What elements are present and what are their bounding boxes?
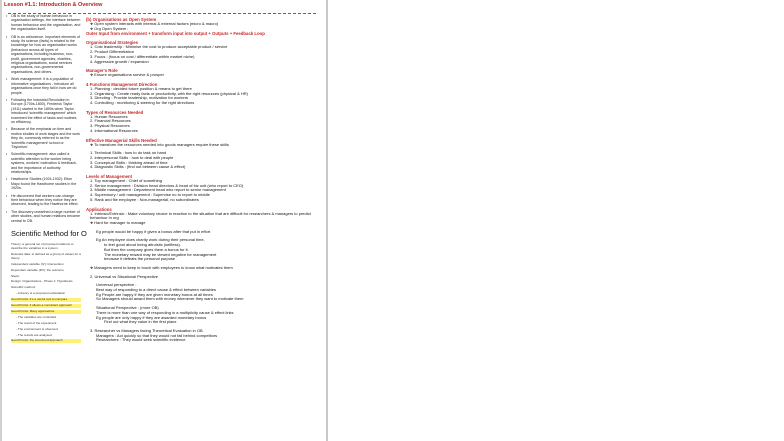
list-item: 1. Planning : decided future position & means to get there [90,85,192,91]
left-bullet: • Hawthorne Studies (1924-1932): Elton Mayo found the Hawthorne studies in the 1920s. [11,177,81,190]
left-bullet: • Because of the emphasis on time and motion studies of work stages and the work they do, commonly referred to as the 'scientific management' school or 'Taylorism'. [11,127,81,149]
page-divider [326,0,328,441]
scientific-method-heading: Scientific Method for O [11,229,87,239]
list-item: 1. Cost leadership : Minimise the cost to produce acceptable product / service [90,44,228,50]
highlighted-line: Good Points: it allows a consistent approach [11,304,81,308]
perspective-line: Situational Perspective : (more OB) [96,305,159,311]
section-bullet: ❖ Org Open System : [90,27,326,32]
example-line: But then the company gives them a bonus for it. [104,246,189,252]
small-line: Design: Organizations - Phase 1: Hypothesis [11,279,73,284]
example-line: The monetary reward may be viewed negative for management [104,251,217,257]
small-line: Independent variable (IV): Intervention [11,261,64,266]
list-item: 2. Interpersonal Skills : how to deal with people [90,154,174,160]
list-item: 3. Physical Resources [90,123,130,129]
section-heading: Manager's Role [86,68,118,74]
section-bullet: ❖ Open system interacts with internal & external factors (micro & macro) [90,22,326,27]
small-line: Steps: [11,273,20,278]
perspective-line: Universal perspective : [96,282,137,288]
list-item: 1. Human Resources [90,113,128,119]
list-item: 2. Financial Resources [90,118,131,124]
section-heading: Levels of Management [86,174,133,180]
small-line: Theory: a general set of proposed relations to describe the variables in a system. [11,242,74,250]
small-line: - The variables are controlled [16,314,57,319]
open-system-flow: Outer Input from environment + transform input into output + Outputs + Feedback Loop [86,31,265,37]
perspective-line: Eg people are only happy if they are awarded monetary bonus [96,314,207,320]
research-line: Researchers : They would seek scientific evidence [96,337,186,343]
example-line: because it defeats the personal purpose [104,256,176,262]
section-bullet: ❖ Hard for manager to manage [90,221,326,226]
section-bullet: ❖ To transform the resources needed into goods managers require these skills [90,143,326,148]
sub-heading: 3. Researcher vs Managers facing Theoretical Evaluation in OB [90,327,203,333]
section-heading: Effective Managerial Skills Needed [86,137,157,143]
small-line: - The results are analysed [16,332,52,337]
research-line: Managers : Act quickly so that they would not fall behind competitors [96,332,218,338]
small-line: - The result of the experiment [16,320,57,325]
small-line: Dependent variable (DV): the outcome [11,267,64,272]
section-heading: Applications [86,206,112,212]
list-item: 3. Directing : Provide leadership, motivation for workers [90,95,189,101]
example-line: Eg people would be happy if given a bonus after that put in effort [96,228,211,234]
list-item: 3. Middle management : Department head who report to senior management [90,187,226,193]
left-bullet: • Following the industrial Revolution in Europe (1700s-1800), Frederick Taylor (1911) started in the 1890s when Taylor introduced 'scientific management' which examined the effect of tasks and routines on efficiency. [11,98,81,124]
list-item: 5. Rank and file employee : Non-managerial, no subordinates [90,196,199,202]
sub-heading: 2. Universal vs Situational Perspective [90,273,159,279]
left-bullet: • OB is the study of human behaviour in organisation settings, the interface between human behaviour and the organisation, and the organisation itself. [11,14,81,32]
perspective-line: So Managers should award them with money whenever they want to motivate them [96,296,244,302]
perspective-line: Eg People are happy if they are given monetary bonus at all times [96,291,213,297]
perspective-line: Find out what they value in the first place [104,319,177,325]
list-item: 3. Focus : (focus on cost / differentiate within market niche) [90,53,195,59]
small-line: - A theory is a proposed explanation [16,291,66,296]
left-bullet: • The discovery unearthed a large number of other studies, and human relations became central to OB. [11,210,81,223]
section-heading: 4 Functions Management Direction [86,81,158,87]
example-line: Eg An employee does charity work during their personal time, [96,237,205,243]
list-item: 1. Technical Skills : how to do task on hand [90,150,167,156]
list-item: 3. Conceptual Skills : thinking ahead of time [90,159,168,165]
list-item: 2. Senior management : Division head directors & head of biz unit (who report to CEO) [90,182,244,188]
example-line: to feel good about being altruistic (selfless). [104,242,181,248]
list-item: 4. Supervisory / unit management : Supervise no to report to middle [90,192,210,198]
perspective-line: There is more than one way of responding in a multiplicity cause & effect links [96,309,234,315]
list-item: 4. Aggressive growth / expansion [90,58,149,64]
list-item: 4. Informational Resources [90,127,138,133]
section-heading: Organisational Strategies [86,40,139,46]
section-bullet: ❖ Managers need to keep in touch with employees to know what motivates them [90,266,326,271]
section-bullet: ❖ Ensure organisations survive & prosper [90,73,326,78]
left-bullet: • Scientific management: also called a scientific attention to the worker being systems, workers' motivation & feedback, and the importance of authority relationships. [11,152,81,174]
left-gutter [0,0,2,441]
highlighted-line: Good Points: the structured approach [11,339,81,343]
list-item: 4. Diagnostic Skills : (find out between cause & effect) [90,164,186,170]
left-bullet: • OB is an art/science. Important elements of study. Its science (facts) is related to the knowledge for how an organisation works (behaviour across all types of organisations, including business, non-profit, government agencies, charities, religious organisations, social services organisations, non-governmental organisations, and others. [11,35,81,75]
left-bullet: • He discovered that workers can change their behaviour when they notice they are observed, leading to the Hawthorne effect. [11,194,81,207]
small-line: Relevant data: is defined as a group of values for a theory. [11,251,81,260]
small-line: Scientific method: [11,285,36,290]
section-heading: (b) Organisations as Open System [86,17,157,22]
perspective-line: Best way of responding to a direct cause & effect between variables [96,287,216,293]
list-item: 2. Product Differentiation [90,49,134,55]
list-item: 1. Intrinsic/Extrinsic : Make voluntary choice in reaction to the situation that are difficult for researchers & managers to predict behaviour in org [90,210,311,221]
highlighted-line: Good Points: it's a useful tool to compare [11,298,81,302]
section-heading: Types of Resources Needed [86,109,144,115]
list-item: 4. Controlling : monitoring & steering for the right directions [90,100,195,106]
right-column [86,17,326,437]
left-bullet: • Work management: it is a population of informative organisations - Introduce all organisations once they fall in how we do people. [11,77,81,95]
list-item: 2. Organising : Create ready facts or productivity, with the right resources (physical & HR) [90,90,248,96]
small-line: - The environment is observed [16,326,58,331]
list-item: 1. Top management : Chief of something [90,178,162,184]
lesson-title: Lesson #1.1: Introduction & Overview [4,2,103,8]
highlighted-line: Good Points: Many approaches [11,310,81,314]
